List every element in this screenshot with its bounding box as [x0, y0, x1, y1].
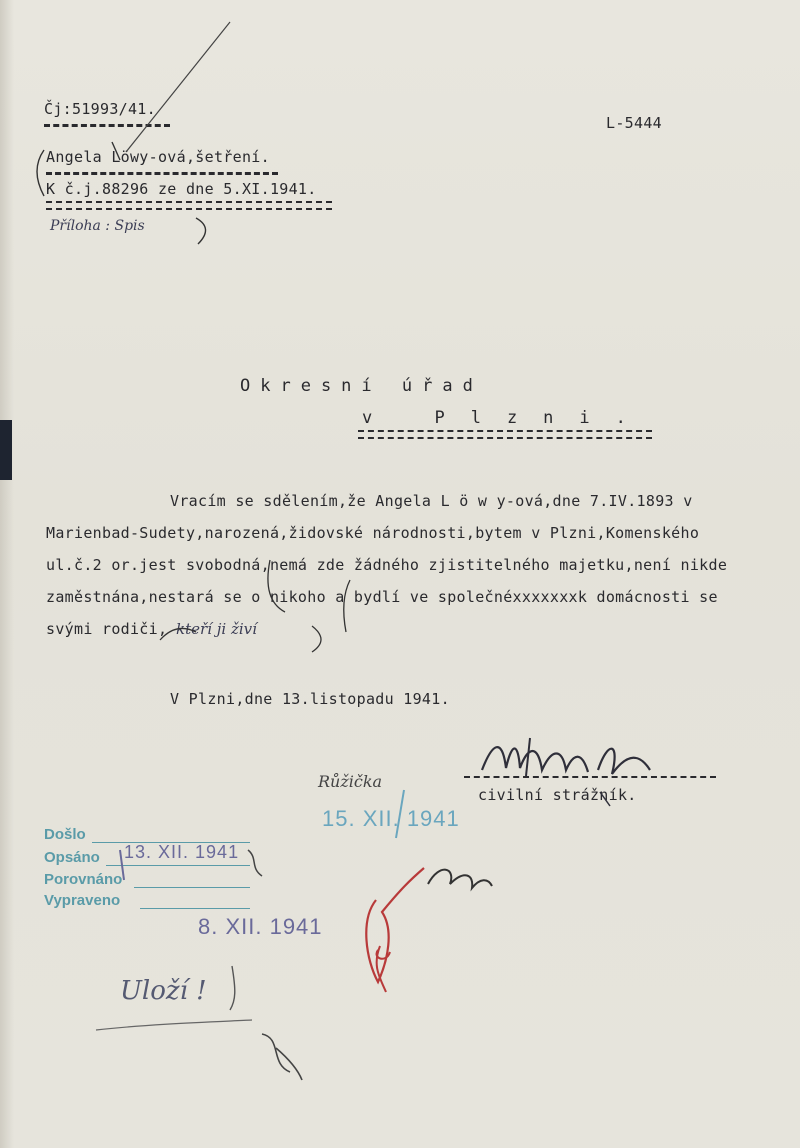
initial-mark — [248, 850, 262, 876]
received-date-stamp: 15. XII. 1941 — [322, 806, 460, 831]
body-line-1: Vracím se sdělením,že Angela L ö w y-ová,dne 7.IV.1893 v — [170, 492, 693, 510]
pen-line — [96, 1020, 252, 1030]
signer-role: civilní strážník. — [478, 786, 637, 804]
stamp-label-vypraveno: Vypraveno — [44, 892, 121, 909]
opsano-date-stamp: 13. XII. 1941 — [124, 842, 240, 862]
stamp-bracket — [396, 790, 404, 838]
addressee-city: v Plzni. — [362, 408, 652, 428]
body-line-3: ul.č.2 or.jest svobodná,nemá zde žádného zjistitelného majetku,není nikde — [46, 556, 728, 574]
stamp-label-porovnano: Porovnáno — [44, 871, 123, 888]
dispatch-date-stamp: 8. XII. 1941 — [198, 914, 323, 939]
file-code: L-5444 — [606, 114, 662, 132]
red-pencil-mark — [366, 868, 424, 992]
insertion-mark — [344, 580, 350, 632]
stamp-label-opsano: Opsáno — [44, 849, 100, 866]
bracket-mark — [37, 150, 44, 196]
addressee-office: Okresní úřad — [240, 376, 483, 396]
signature-mark — [482, 738, 650, 806]
pen-stroke — [230, 966, 235, 1010]
body-line-4: zaměstnána,nestará se o nikoho a bydlí ve společnéxxxxxxxk domácnosti se — [46, 588, 718, 606]
bottom-note: Uloží ! — [120, 976, 207, 1006]
handwritten-initials — [428, 870, 492, 888]
received-initials: Růžička — [318, 772, 383, 791]
insertion-mark — [160, 628, 196, 640]
stamp-label-doslo: Došlo — [44, 826, 86, 843]
initial-mark — [262, 1034, 302, 1080]
check-mark — [112, 142, 120, 160]
bracket-mark — [196, 218, 206, 244]
attachment-note: Příloha : Spis — [50, 218, 145, 234]
insertion-mark — [268, 560, 285, 612]
diagonal-pen-stroke — [126, 22, 230, 152]
body-line-5: svými rodiči, — [46, 620, 168, 638]
stamp-bracket — [120, 850, 124, 880]
bracket-mark — [312, 626, 321, 652]
subject-line: Angela Löwy-ová,šetření. — [46, 148, 270, 166]
handwritten-insert: kteří ji živí — [176, 620, 257, 638]
reference-number: Čj:51993/41. — [44, 100, 156, 118]
reference-line: K č.j.88296 ze dne 5.XI.1941. — [46, 180, 317, 198]
place-and-date: V Plzni,dne 13.listopadu 1941. — [170, 690, 450, 708]
body-line-2: Marienbad-Sudety,narozená,židovské národnosti,bytem v Plzni,Komenského — [46, 524, 700, 542]
